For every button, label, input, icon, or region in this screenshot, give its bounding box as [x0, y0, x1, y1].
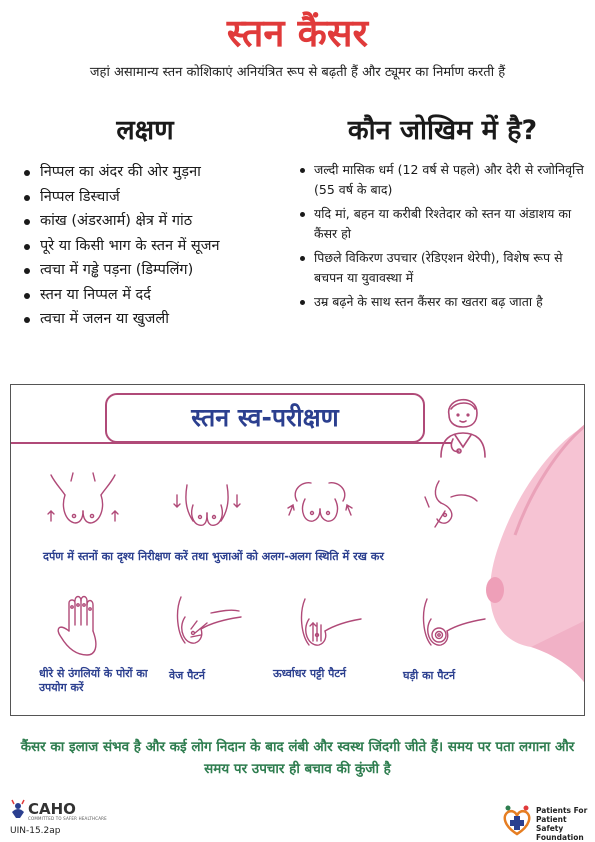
vertical-strip-pattern-icon — [295, 595, 367, 653]
footer-message: कैंसर का इलाज संभव है और कई लोग निदान के बाद लंबी और स्वस्थ जिंदगी जीते हैं। समय पर पता लगाना और समय पर उपचार ही बचाव की कुंजी है — [20, 739, 575, 777]
symptom-item: स्तन या निप्पल में दर्द — [20, 283, 295, 308]
symptom-item: कांख (अंडरआर्म) क्षेत्र में गांठ — [20, 209, 295, 234]
vertical-strip-caption: ऊर्ध्वाधर पट्टी पैटर्न — [273, 667, 347, 680]
ppsf-name: Patients For Patient Safety Foundation — [536, 806, 588, 842]
ppsf-logo-icon — [500, 804, 534, 836]
wedge-pattern-caption: वेज पैटर्न — [169, 669, 206, 682]
symptom-item: निप्पल डिस्चार्ज — [20, 185, 295, 210]
symptoms-heading: लक्षण — [116, 115, 174, 146]
symptom-item: त्वचा में गड्ढे पड़ना (डिम्पलिंग) — [20, 258, 295, 283]
arms-behind-head-exam-icon — [283, 475, 357, 533]
page-subtitle: जहां असामान्य स्तन कोशिकाएं अनियंत्रित रूप से बढ़ती हैं और ट्यूमर का निर्माण करती हैं — [89, 65, 506, 80]
page-title: स्तन कैंसर — [226, 11, 369, 55]
side-view-exam-icon — [421, 477, 485, 533]
risk-item: यदि मां, बहन या करीबी रिश्तेदार को स्तन या अंडाशय का कैंसर हो — [296, 204, 586, 244]
visual-inspection-caption: दर्पण में स्तनों का दृश्य निरीक्षण करें तथा भुजाओं को अलग-अलग स्थिति में रख कर — [43, 550, 384, 563]
symptoms-list — [20, 160, 295, 332]
risk-list — [296, 160, 586, 316]
document-code: UIN-15.2ap — [10, 826, 61, 836]
hands-on-hips-exam-icon — [171, 481, 243, 533]
self-exam-panel — [10, 384, 585, 716]
doctor-icon — [431, 387, 495, 459]
symptom-item: त्वचा में जलन या खुजली — [20, 307, 295, 332]
risk-heading: कौन जोखिम में है? — [347, 115, 538, 146]
risk-item: उम्र बढ़ने के साथ स्तन कैंसर का खतरा बढ़ जाता है — [296, 292, 586, 312]
self-exam-title: स्तन स्व-परीक्षण — [191, 403, 339, 432]
caho-tagline: COMMITTED TO SAFER HEALTHCARE — [28, 816, 107, 821]
raised-arms-exam-icon — [45, 471, 121, 533]
fingertips-hand-icon — [53, 591, 113, 659]
clock-pattern-caption: घड़ी का पैटर्न — [403, 669, 456, 682]
symptom-item: पूरे या किसी भाग के स्तन में सूजन — [20, 234, 295, 259]
symptom-item: निप्पल का अंदर की ओर मुड़ना — [20, 160, 295, 185]
wedge-pattern-icon — [171, 593, 247, 653]
clock-pattern-icon — [417, 595, 491, 653]
risk-item: जल्दी मासिक धर्म (12 वर्ष से पहले) और देरी से रजोनिवृत्ति (55 वर्ष के बाद) — [296, 160, 586, 200]
fingertips-caption: धीरे से उंगलियों के पोरों का उपयोग करें — [39, 667, 148, 694]
risk-item: पिछले विकिरण उपचार (रेडिएशन थेरेपी), विशेष रूप से बचपन या युवावस्था में — [296, 248, 586, 288]
caho-name: CAHO — [28, 800, 76, 818]
